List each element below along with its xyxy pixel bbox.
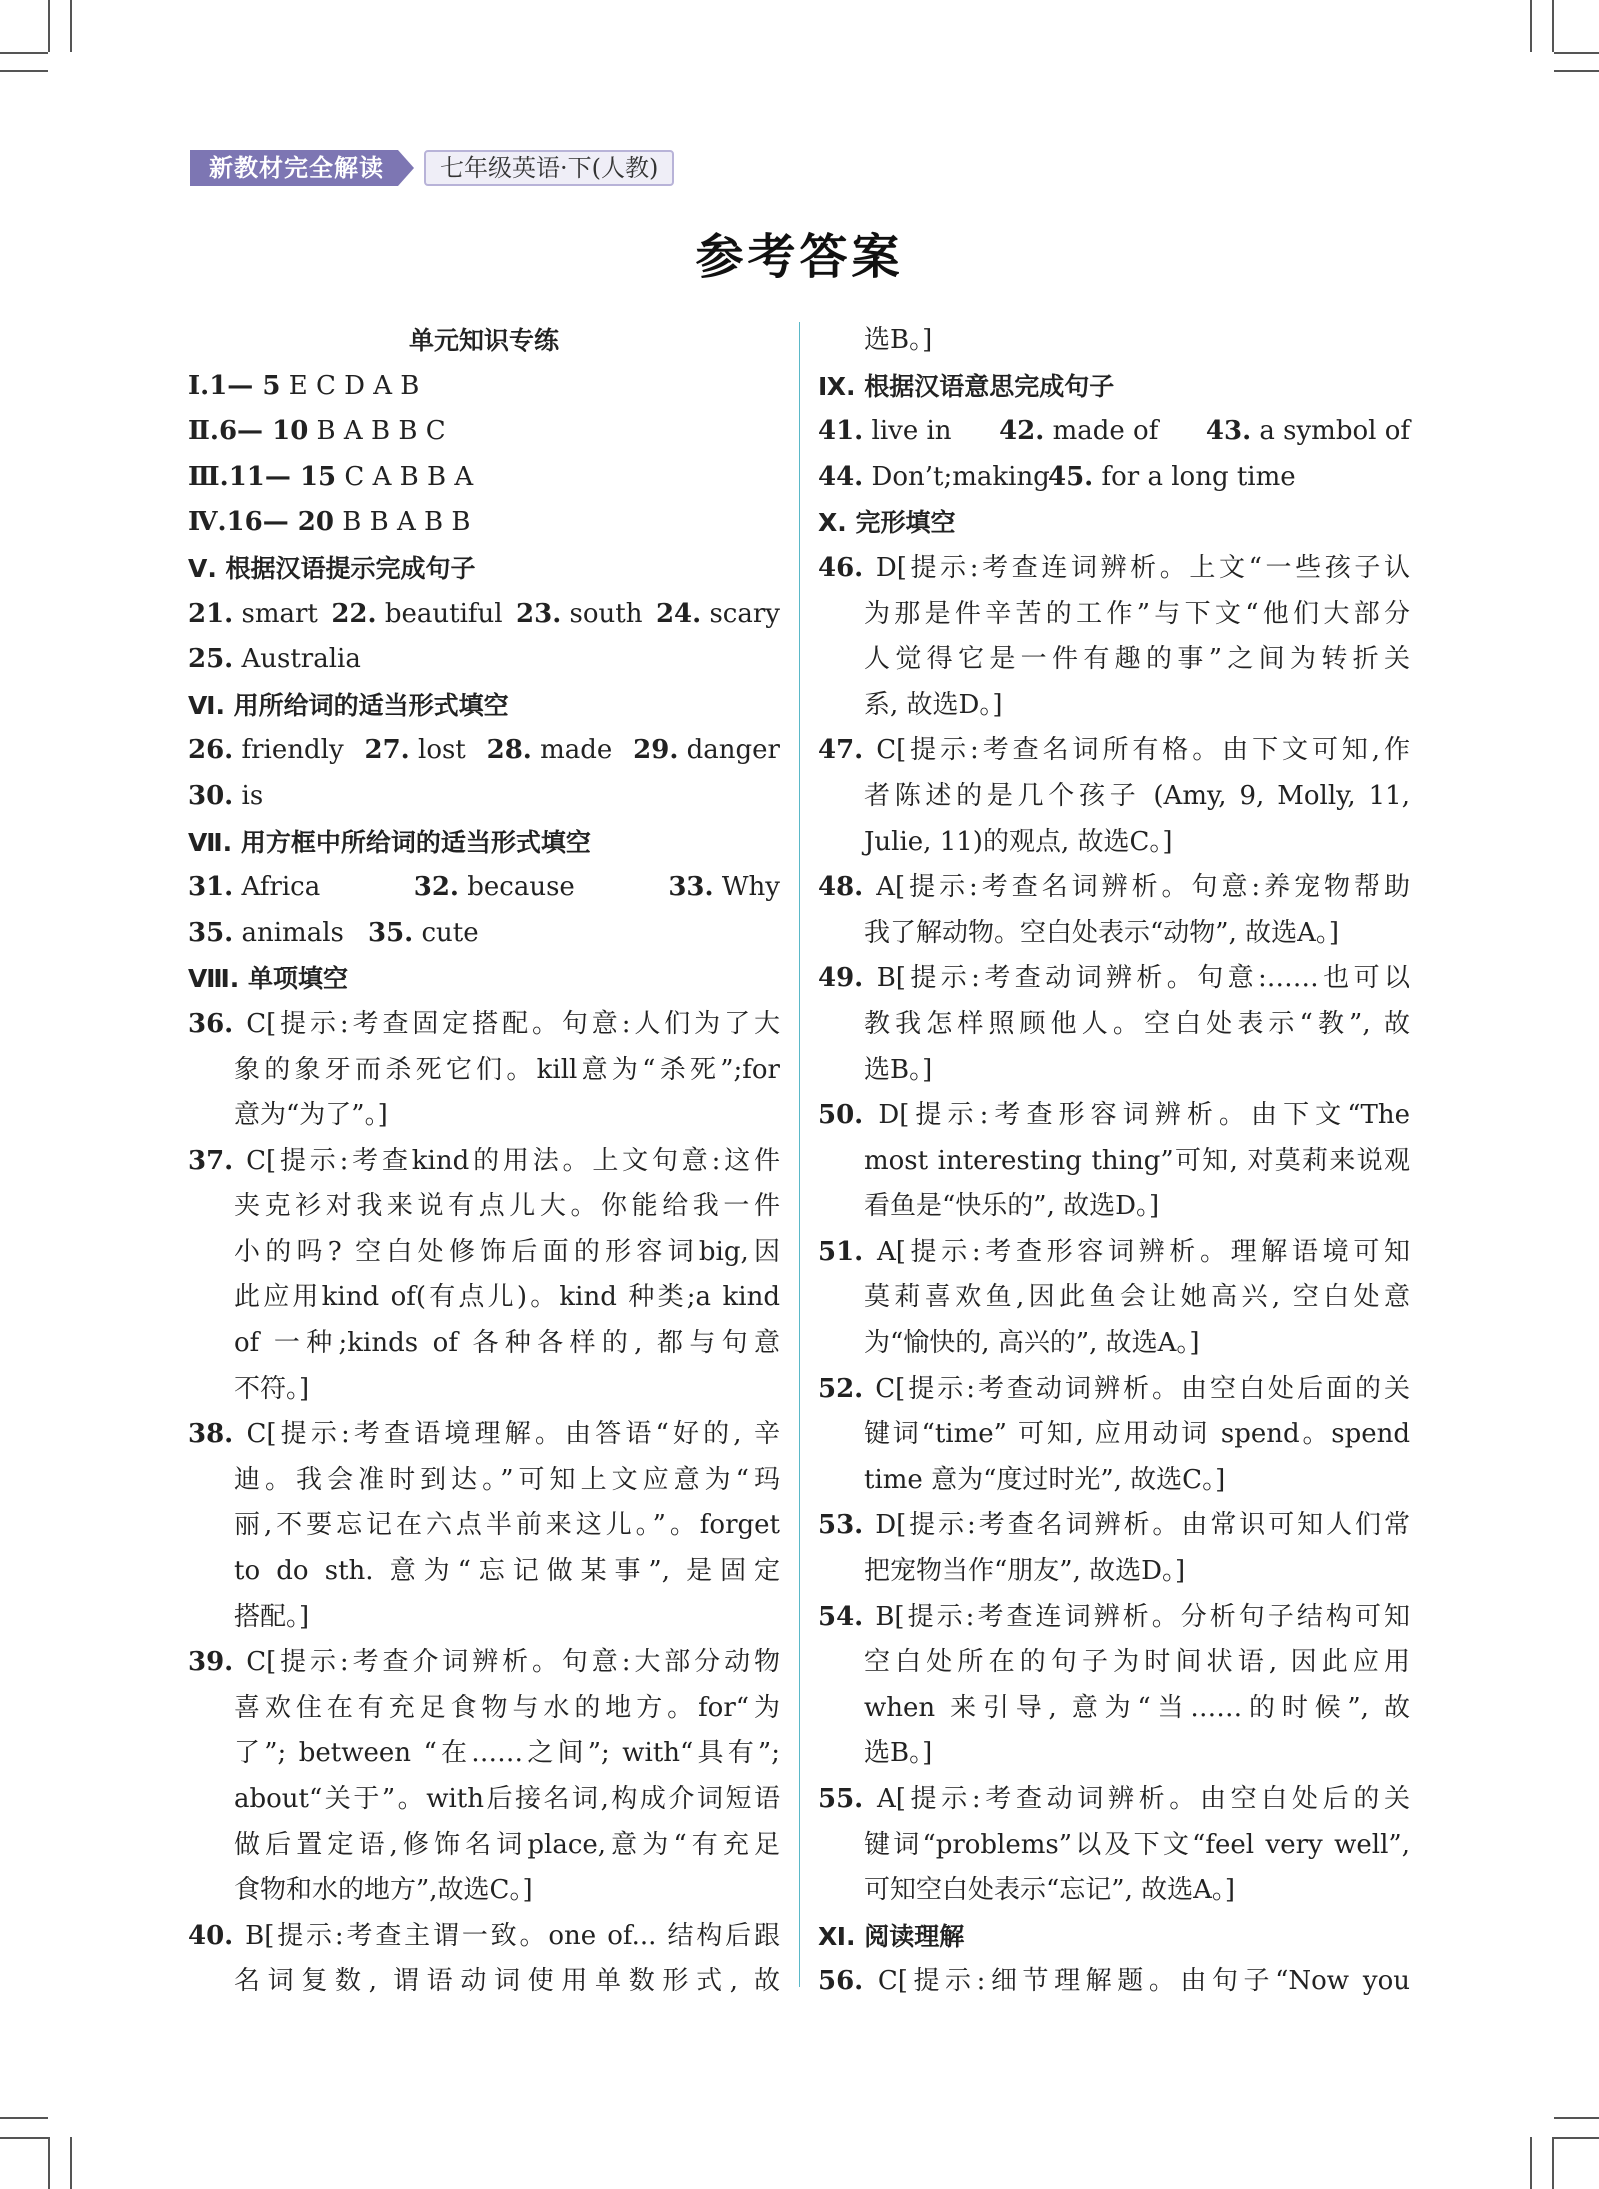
explanation-line: 人觉得它是一件有趣的事”之间为转折关 — [864, 644, 1410, 675]
item-number: 24. — [655, 598, 702, 629]
explanation-text: A[提示:考查名词辨析。句意:养宠物帮助 — [876, 872, 1410, 903]
answer-item — [1206, 409, 1410, 455]
explanation-line: when 来引导, 意为“当……的时候”, 故 — [864, 1692, 1410, 1723]
explanation-text: A[提示:考查动词辨析。由空白处后的关 — [876, 1784, 1410, 1814]
answer-item — [365, 728, 466, 774]
item-answer: made — [531, 735, 613, 766]
explanation-line: 不符。] — [234, 1373, 310, 1404]
explanation-55 — [818, 1777, 1410, 1914]
item-number: 46. — [818, 552, 876, 583]
answers: E C D A B — [280, 370, 420, 401]
item-number: 50. — [818, 1100, 879, 1131]
item-range: Ⅰ.1— 5 — [188, 370, 281, 401]
item-answer: Africa — [233, 872, 321, 903]
item-number: 45. — [1048, 461, 1094, 492]
explanation-line: 莫莉喜欢鱼,因此鱼会让她高兴, 空白处意 — [864, 1282, 1410, 1313]
item-answer: lost — [409, 735, 466, 766]
answer-row — [188, 728, 780, 774]
explanation-line: 把宠物当作“朋友”, 故选D。] — [864, 1556, 1186, 1587]
explanation-line: 选B。] — [864, 325, 933, 355]
item-number: 29. — [633, 735, 679, 766]
explanation-line — [818, 1230, 1410, 1276]
book-title: 七年级英语·下(人教) — [424, 150, 674, 186]
explanation-line: 可知空白处表示“忘记”, 故选A。] — [864, 1875, 1236, 1906]
item-number: 33. — [668, 872, 714, 903]
explanation-line: 食物和水的地方”,故选C。] — [234, 1875, 533, 1906]
item-number: 38. — [188, 1419, 247, 1450]
answer-row — [188, 865, 780, 911]
crop-mark — [1530, 0, 1532, 52]
explanation-text: B[提示:考查连词辨析。分析句子结构可知 — [875, 1601, 1410, 1632]
explanation-line: time 意为“度过时光”, 故选C。] — [864, 1464, 1226, 1495]
explanation-line: about“关于”。with后接名词,构成介词短语 — [234, 1784, 780, 1814]
explanation-text: B[提示:考查主谓一致。one of... 结构后跟 — [245, 1920, 780, 1951]
explanation-37 — [188, 1139, 780, 1413]
item-number: 35. — [368, 917, 414, 948]
explanation-text: C[提示:考查kind的用法。上文句意:这件 — [246, 1145, 780, 1176]
explanation-line: 喜欢住在有充足食物与水的地方。for“为 — [234, 1692, 780, 1723]
crop-mark — [1552, 2137, 1554, 2189]
item-number: 55. — [818, 1784, 877, 1814]
item-number: 39. — [188, 1647, 247, 1678]
explanation-line — [188, 1914, 780, 1960]
explanation-line: 此应用kind of(有点儿)。kind 种类;a kind — [234, 1282, 780, 1313]
running-header — [190, 150, 674, 186]
item-answer: for a long time — [1093, 461, 1296, 492]
answer-item — [818, 455, 1048, 501]
section-heading: Ⅶ. 用方框中所给词的适当形式填空 — [188, 827, 591, 857]
crop-mark — [48, 0, 50, 52]
explanation-54 — [818, 1595, 1410, 1777]
item-answer: cute — [413, 917, 479, 948]
explanation-text: B[提示:考查动词辨析。句意:……也可以 — [876, 963, 1410, 994]
crop-mark — [0, 52, 48, 54]
item-number: 28. — [486, 735, 532, 766]
explanation-line: 键词“time” 可知, 应用动词 spend。spend — [864, 1419, 1410, 1450]
item-answer: live in — [863, 416, 952, 447]
explanation-line: 空白处所在的句子为时间状语, 因此应用 — [864, 1647, 1410, 1678]
item-number: 36. — [188, 1008, 247, 1039]
item-answer: a symbol of — [1251, 416, 1410, 447]
explanation-53 — [818, 1503, 1410, 1594]
answer-item — [999, 409, 1158, 455]
crop-mark — [1554, 70, 1599, 72]
explanation-line — [818, 728, 1410, 774]
explanation-line — [818, 1367, 1410, 1413]
crop-mark — [0, 2117, 48, 2119]
item-number: 22. — [331, 598, 377, 629]
answer-row — [188, 455, 780, 501]
explanation-line: 选B。] — [864, 1738, 933, 1769]
item-number: 43. — [1205, 416, 1252, 447]
item-answer: is — [233, 780, 264, 811]
item-number: 51. — [818, 1236, 877, 1267]
explanation-text: C[提示:考查语境理解。由答语“好的, 辛 — [246, 1419, 780, 1450]
explanation-39 — [188, 1640, 780, 1914]
explanation-line: 看鱼是“快乐的”, 故选D。] — [864, 1191, 1160, 1222]
answer-row — [818, 409, 1410, 455]
answer-item — [516, 592, 642, 638]
explanation-line — [188, 1640, 780, 1686]
crop-mark — [70, 0, 72, 52]
answer-row — [188, 500, 780, 546]
explanation-text: D[提示:考查连词辨析。上文“一些孩子认 — [875, 552, 1410, 583]
crop-mark — [1554, 2117, 1599, 2119]
explanation-36 — [188, 1002, 780, 1139]
item-number: 31. — [188, 872, 234, 903]
answers: B A B B C — [308, 416, 446, 447]
item-answer: south — [561, 598, 643, 629]
item-number: 27. — [364, 735, 410, 766]
item-answer: animals — [233, 917, 344, 948]
answers: C A B B A — [336, 461, 474, 492]
item-answer: Australia — [233, 644, 361, 675]
item-number: 23. — [516, 598, 562, 629]
crop-mark — [1554, 52, 1599, 54]
explanation-line — [188, 1139, 780, 1185]
item-number: 52. — [818, 1373, 876, 1404]
explanation-line: 教我怎样照顾他人。空白处表示“教”, 故 — [864, 1008, 1410, 1039]
answer-row — [188, 409, 780, 455]
item-number: 41. — [818, 416, 864, 447]
section-heading: Ⅸ. 根据汉语意思完成句子 — [818, 371, 1115, 401]
item-number: 54. — [818, 1601, 876, 1632]
explanation-line: to do sth. 意为“忘记做某事”, 是固定 — [234, 1556, 780, 1587]
explanation-line: 迪。我会准时到达。”可知上文应意为“玛 — [234, 1464, 780, 1495]
explanation-text: C[提示:细节理解题。由句子“Now you — [877, 1966, 1410, 1997]
section-subheading: 单元知识专练 — [408, 326, 559, 355]
explanation-line — [818, 546, 1410, 592]
explanation-line — [818, 1595, 1410, 1641]
item-number: 48. — [818, 872, 877, 903]
item-number: 40. — [188, 1920, 246, 1951]
explanation-48 — [818, 865, 1410, 956]
item-number: 35. — [188, 917, 234, 948]
item-number: 44. — [818, 461, 864, 492]
item-number: 53. — [818, 1510, 876, 1541]
crop-mark — [0, 2137, 48, 2139]
item-range: Ⅲ.11— 15 — [188, 461, 337, 492]
column-divider — [799, 322, 800, 1987]
answer-item — [656, 592, 780, 638]
item-number: 56. — [818, 1966, 878, 1997]
crop-mark — [70, 2137, 72, 2189]
answers: B B A B B — [333, 507, 471, 538]
explanation-line: Julie, 11)的观点, 故选C。] — [864, 826, 1173, 857]
answer-item — [188, 728, 344, 774]
explanation-line — [818, 1777, 1410, 1823]
crop-mark — [0, 70, 48, 72]
explanation-line: 象的象牙而杀死它们。kill意为“杀死”;for — [234, 1054, 780, 1085]
explanation-text: C[提示:考查固定搭配。句意:人们为了大 — [246, 1008, 780, 1039]
item-number: 26. — [188, 735, 234, 766]
answer-item — [368, 918, 479, 948]
answer-row — [188, 637, 780, 683]
answer-row — [188, 911, 780, 957]
explanation-line: 做后置定语,修饰名词place,意为“有充足 — [234, 1829, 780, 1860]
explanation-text: C[提示:考查介词辨析。句意:大部分动物 — [246, 1647, 780, 1678]
item-number: 42. — [999, 416, 1045, 447]
explanation-line — [818, 1503, 1410, 1549]
answer-item — [414, 865, 575, 911]
answer-item — [487, 728, 613, 774]
explanation-line — [818, 865, 1410, 911]
item-answer: beautiful — [376, 598, 503, 629]
item-answer: because — [458, 872, 575, 903]
answer-item — [818, 409, 952, 455]
explanation-56 — [818, 1959, 1410, 2005]
answer-item — [668, 865, 780, 911]
explanation-line: 选B。] — [864, 1054, 933, 1085]
explanation-line: 为那是件辛苦的工作”与下文“他们大部分 — [864, 598, 1410, 629]
section-heading: Ⅵ. 用所给词的适当形式填空 — [188, 690, 509, 720]
section-heading: Ⅷ. 单项填空 — [188, 964, 349, 994]
answer-item — [1048, 462, 1296, 492]
section-heading: Ⅺ. 阅读理解 — [818, 1921, 965, 1951]
page-title: 参考答案 — [695, 229, 904, 285]
explanation-line: 者陈述的是几个孩子 (Amy, 9, Molly, 11, — [864, 780, 1410, 811]
explanation-line: most interesting thing”可知, 对莫莉来说观 — [864, 1145, 1410, 1176]
item-answer: smart — [233, 598, 318, 629]
answer-item — [188, 592, 318, 638]
crop-mark — [1552, 0, 1554, 52]
explanation-line: 丽,不要忘记在六点半前来这儿。”。forget — [234, 1510, 780, 1541]
explanation-line: 夹克衫对我来说有点儿大。你能给我一件 — [234, 1191, 780, 1222]
explanation-line — [818, 1959, 1410, 2005]
section-heading: Ⅹ. 完形填空 — [818, 508, 956, 538]
item-number: 37. — [188, 1145, 247, 1176]
item-number: 49. — [818, 963, 877, 994]
explanation-49 — [818, 956, 1410, 1093]
explanation-text: C[提示:考查名词所有格。由下文可知,作 — [876, 735, 1410, 766]
explanation-line: 系, 故选D。] — [864, 689, 1003, 720]
item-range: Ⅱ.6— 10 — [188, 416, 309, 447]
item-answer: made of — [1044, 416, 1159, 447]
crop-mark — [1530, 2137, 1532, 2189]
explanation-line — [188, 1002, 780, 1048]
section-heading: Ⅴ. 根据汉语提示完成句子 — [188, 553, 476, 583]
explanation-line — [818, 1093, 1410, 1139]
crop-mark — [48, 2137, 50, 2189]
explanation-line: 名词复数, 谓语动词使用单数形式, 故 — [234, 1966, 780, 1997]
item-number: 25. — [188, 644, 234, 675]
left-column — [188, 318, 780, 2005]
explanation-line: 小的吗? 空白处修饰后面的形容词big,因 — [234, 1236, 780, 1267]
header-accent-bar — [190, 150, 199, 186]
answer-row — [188, 774, 780, 820]
explanation-line: 为“愉快的, 高兴的”, 故选A。] — [864, 1328, 1200, 1359]
item-number: 30. — [188, 780, 234, 811]
explanation-line: 搭配。] — [234, 1601, 310, 1632]
answer-row — [818, 455, 1410, 501]
answer-row — [188, 592, 780, 638]
badge-arrow — [398, 150, 414, 186]
answer-row — [188, 364, 780, 410]
answer-item — [331, 592, 502, 638]
answer-item — [188, 865, 320, 911]
answer-item — [633, 728, 780, 774]
explanation-text: D[提示:考查形容词辨析。由下文“The — [878, 1100, 1410, 1131]
item-number: 21. — [188, 598, 234, 629]
item-range: Ⅳ.16— 20 — [188, 507, 334, 538]
item-answer: Don’t;making — [863, 461, 1050, 492]
explanation-text: D[提示:考查名词辨析。由常识可知人们常 — [875, 1510, 1410, 1541]
explanation-51 — [818, 1230, 1410, 1367]
explanation-line: 了”; between “在……之间”; with“具有”; — [234, 1738, 780, 1769]
explanation-line — [818, 956, 1410, 1002]
crop-mark — [1554, 2137, 1599, 2139]
item-answer: scary — [701, 598, 780, 629]
item-number: 32. — [413, 872, 459, 903]
explanation-line: 键词“problems”以及下文“feel very well”, — [864, 1829, 1410, 1860]
explanation-line: of 一种;kinds of 各种各样的, 都与句意 — [234, 1328, 780, 1359]
explanation-50 — [818, 1093, 1410, 1230]
explanation-46 — [818, 546, 1410, 728]
answer-item — [188, 911, 368, 957]
explanation-line: 意为“为了”。] — [234, 1100, 388, 1131]
item-number: 47. — [818, 735, 877, 766]
explanation-52 — [818, 1367, 1410, 1504]
explanation-text: A[提示:考查形容词辨析。理解语境可知 — [876, 1236, 1410, 1267]
right-column — [818, 318, 1410, 2005]
item-answer: danger — [678, 735, 780, 766]
explanation-text: C[提示:考查动词辨析。由空白处后面的关 — [875, 1373, 1410, 1404]
item-answer: friendly — [233, 735, 344, 766]
series-badge: 新教材完全解读 — [199, 150, 398, 186]
item-answer: Why — [713, 872, 780, 903]
explanation-line — [188, 1412, 780, 1458]
explanation-38 — [188, 1412, 780, 1640]
explanation-line: 我了解动物。空白处表示“动物”, 故选A。] — [864, 917, 1340, 948]
explanation-47 — [818, 728, 1410, 865]
explanation-40 — [188, 1914, 780, 2005]
